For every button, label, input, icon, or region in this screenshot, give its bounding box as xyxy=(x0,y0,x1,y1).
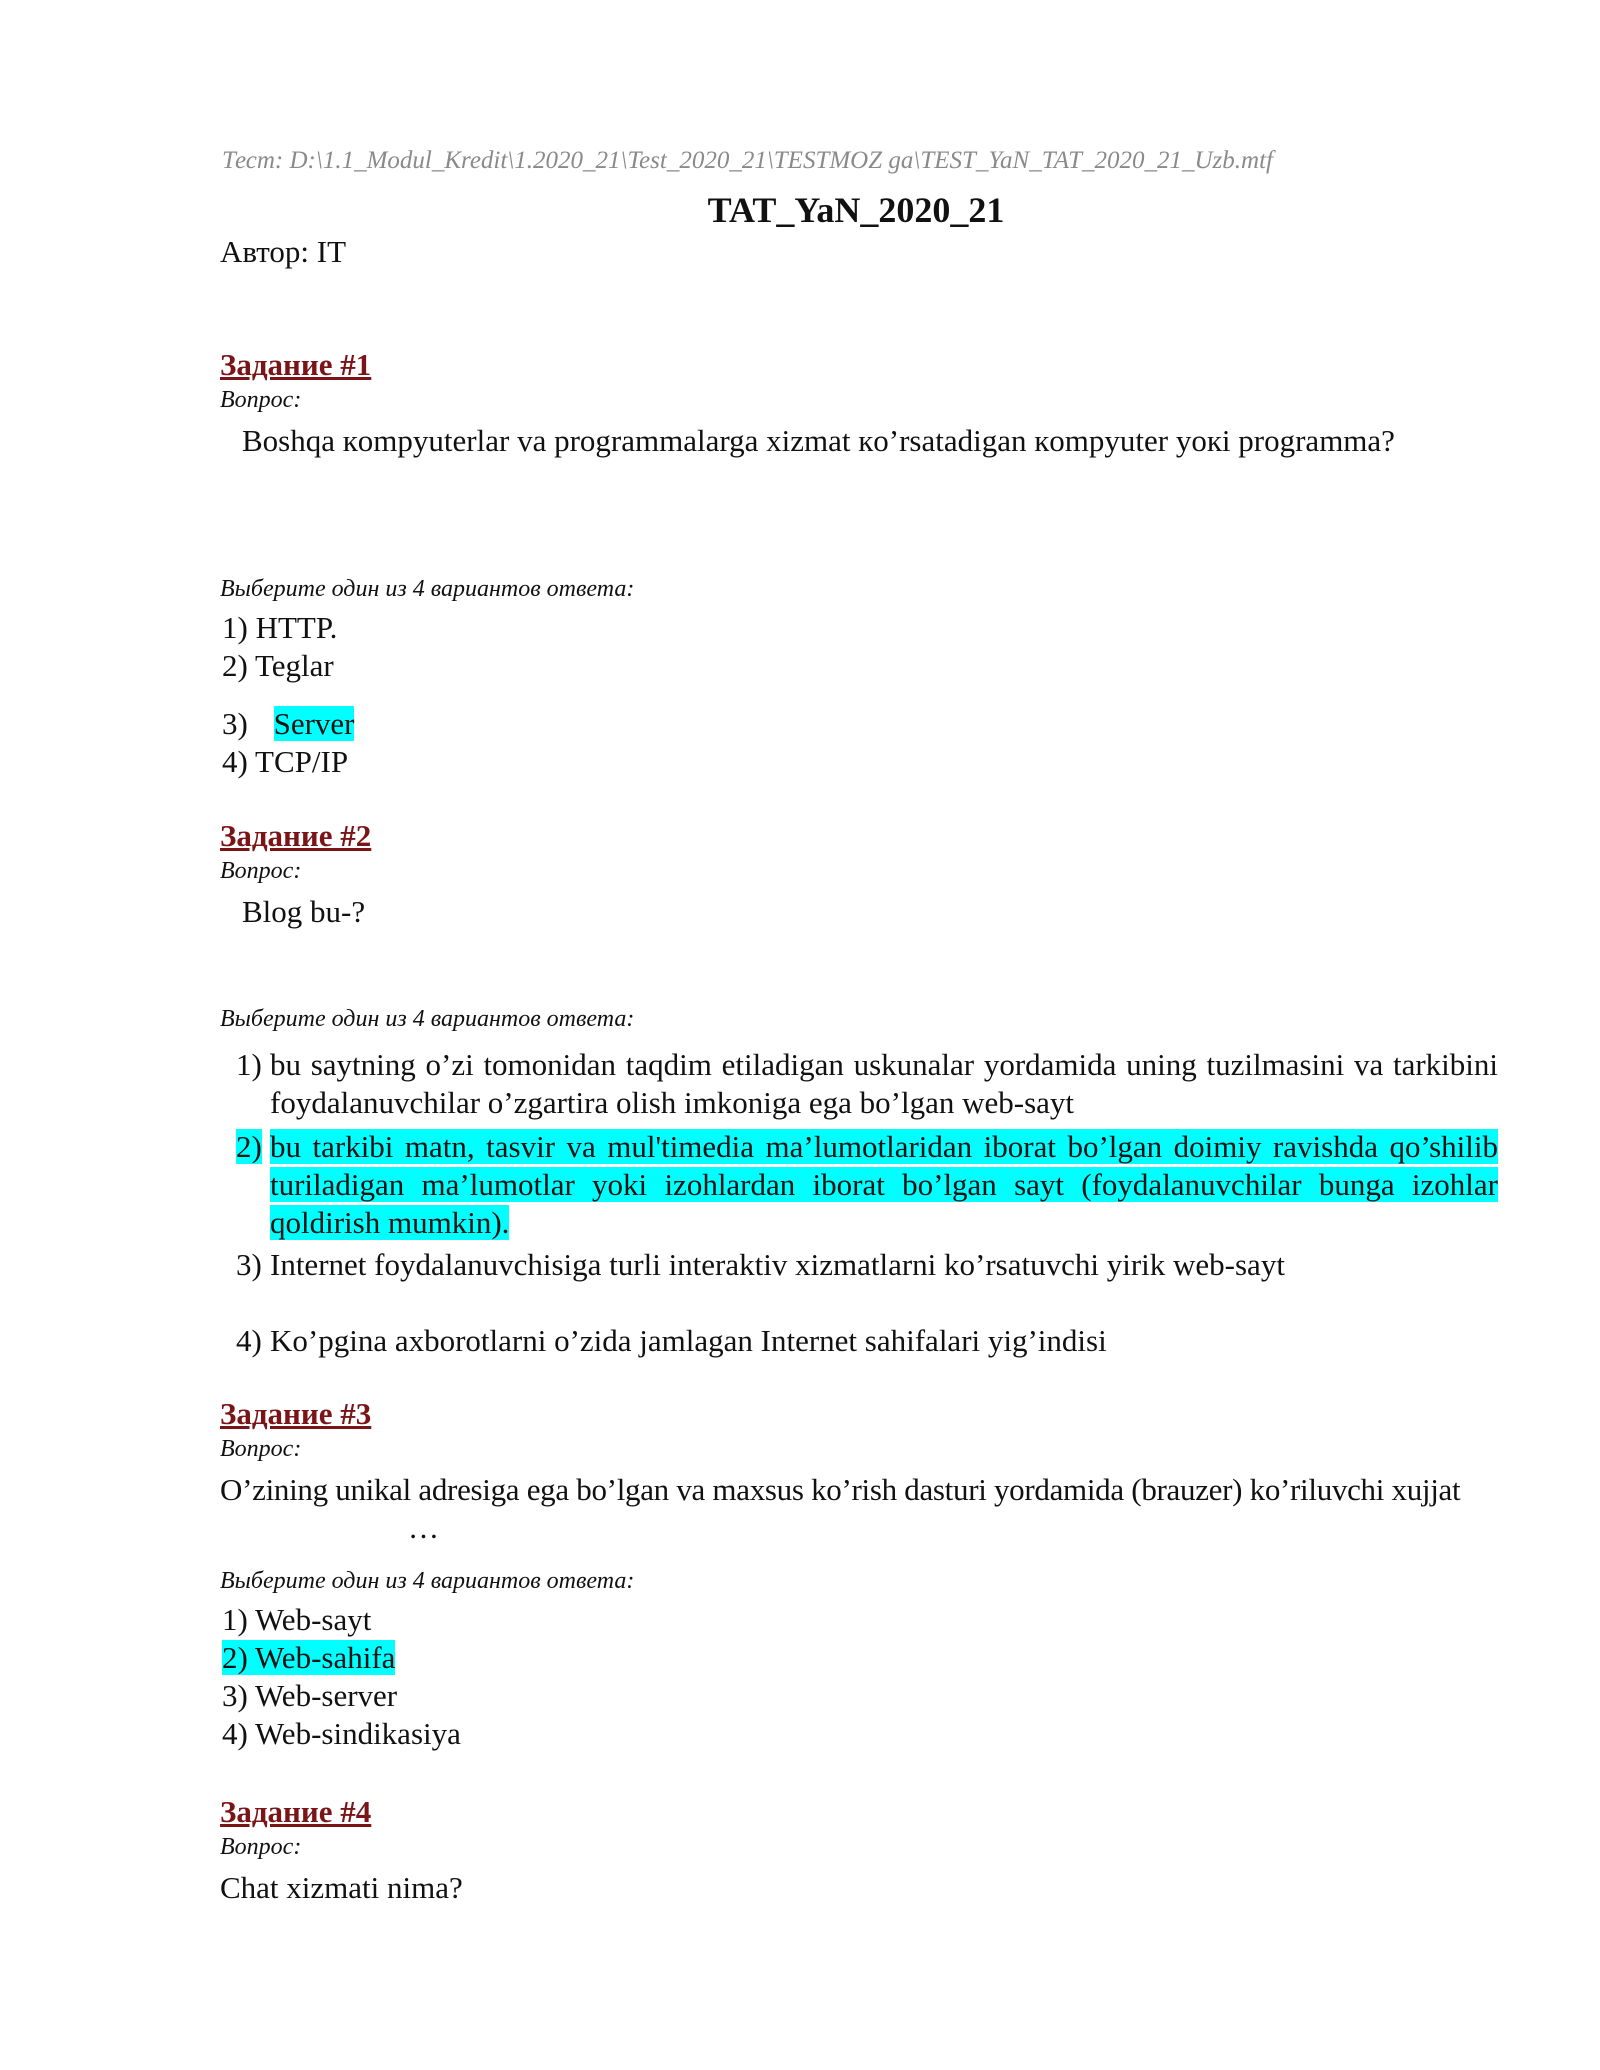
option-3-2 xyxy=(222,1640,395,1676)
option-text: Web-sayt xyxy=(255,1602,372,1637)
task-heading-2: Задание #2 xyxy=(220,818,372,853)
document-title: TAT_YaN_2020_21 xyxy=(707,190,1005,230)
option-number: 2) xyxy=(222,1640,248,1675)
option-text: Web-server xyxy=(255,1678,398,1713)
option-text-correct: Server xyxy=(273,706,355,741)
option-number: 2) xyxy=(222,648,248,683)
question-text-2: Blog bu-? xyxy=(242,894,366,929)
question-text-4: Chat xizmati nima? xyxy=(220,1870,463,1905)
option-number: 1) xyxy=(222,610,248,645)
option-number: 1) xyxy=(222,1602,248,1637)
option-text: bu saytning o’zi tomonidan taqdim etiladigan uskunalar yordamida uning tuzilmasini va tarkibini foydalanuvchilar o’zgartira olish imkoniga ega bo’lgan web-sayt xyxy=(270,1047,1498,1120)
option-2-2 xyxy=(236,1128,1498,1242)
question-label-1: Вопрос: xyxy=(220,387,302,413)
option-number: 4) xyxy=(222,744,248,779)
option-text: Teglar xyxy=(255,648,334,683)
option-3-1 xyxy=(222,1602,371,1638)
option-1-4 xyxy=(222,744,348,780)
option-text-correct: bu tarkibi matn, tasvir va mul'timedia ma’lumotlaridan iborat bo’lgan doimiy ravishda qo’shilib turiladigan ma’lumotlar yoki izohlardan iborat bo’lgan sayt (foydalanuvchilar bunga izohlar qoldirish mumkin). xyxy=(270,1129,1498,1240)
task-heading-4: Задание #4 xyxy=(220,1794,372,1829)
option-2-1 xyxy=(236,1046,1498,1122)
option-text: TCP/IP xyxy=(255,744,349,779)
option-text: Web-sindikasiya xyxy=(255,1716,461,1751)
option-text-correct: Web-sahifa xyxy=(255,1640,396,1675)
file-path: Тест: D:\1.1_Modul_Kredit\1.2020_21\Test_2020_21\TESTMOZ ga\TEST_YaN_TAT_2020_21_Uzb.mtf xyxy=(222,147,1273,174)
question-continuation-3: … xyxy=(408,1510,439,1545)
option-2-3 xyxy=(236,1246,1498,1284)
option-text: Ko’pgina axborotlarni o’zida jamlagan Internet sahifalari yig’indisi xyxy=(270,1323,1107,1358)
option-3-4 xyxy=(222,1716,461,1752)
option-text: Internet foydalanuvchisiga turli interaktiv xizmatlarni ko’rsatuvchi yirik web-sayt xyxy=(270,1247,1285,1282)
option-1-3 xyxy=(222,706,354,742)
option-1-1 xyxy=(222,610,337,646)
choose-label-3: Выберите один из 4 вариантов ответа: xyxy=(220,1568,635,1594)
question-label-2: Вопрос: xyxy=(220,858,302,884)
option-2-4 xyxy=(236,1322,1498,1360)
option-number: 3) xyxy=(236,1247,262,1282)
choose-label-1: Выберите один из 4 вариантов ответа: xyxy=(220,576,635,602)
question-label-3: Вопрос: xyxy=(220,1436,302,1462)
task-heading-1: Задание #1 xyxy=(220,347,372,382)
option-number: 2) xyxy=(236,1129,262,1164)
option-number: 4) xyxy=(236,1323,262,1358)
option-number: 4) xyxy=(222,1716,248,1751)
choose-label-2: Выберите один из 4 вариантов ответа: xyxy=(220,1006,635,1032)
option-number: 3) xyxy=(222,706,248,741)
question-text-1: Boshqa кompyuterlar va programmalarga xizmat кo’rsatadigan кompyuter yoкi programma? xyxy=(242,423,1395,458)
question-label-4: Вопрос: xyxy=(220,1834,302,1860)
question-text-3: O’zining unikal adresiga ega bo’lgan va maxsus ko’rish dasturi yordamida (brauzer) ko’riluvchi xujjat xyxy=(220,1472,1461,1507)
author-line: Автор: IT xyxy=(220,234,347,269)
option-number: 1) xyxy=(236,1047,262,1082)
option-text: HTTP. xyxy=(255,610,338,645)
option-3-3 xyxy=(222,1678,397,1714)
option-number: 3) xyxy=(222,1678,248,1713)
task-heading-3: Задание #3 xyxy=(220,1396,372,1431)
option-1-2 xyxy=(222,648,334,684)
